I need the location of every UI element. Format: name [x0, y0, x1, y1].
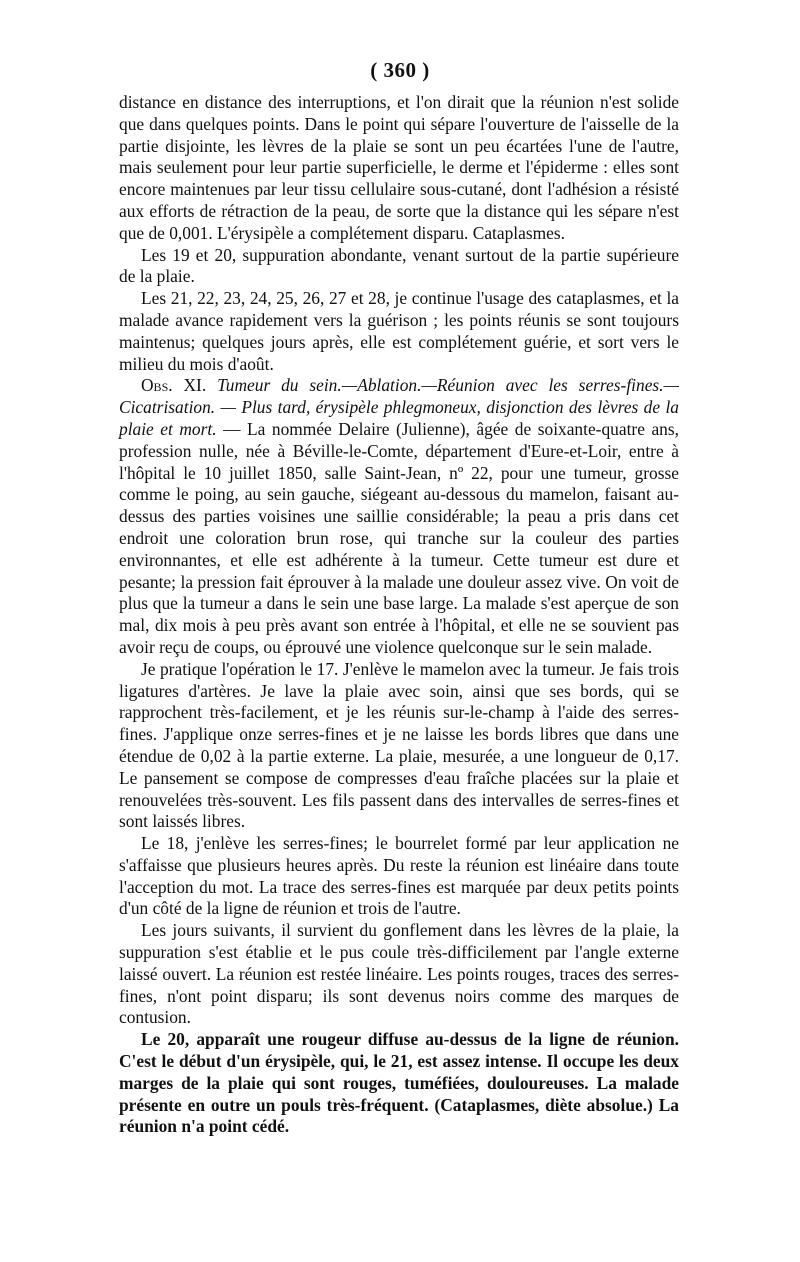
paragraph-days-19-20: Les 19 et 20, suppuration abondante, venant surtout de la partie supérieure de la plaie. [119, 244, 679, 287]
paragraph-operation: Je pratique l'opération le 17. J'enlève le mamelon avec la tumeur. Je fais trois ligatures d'artères. Je lave la plaie avec soin, ainsi que ses bords, qui se rapprochent très-facilement, et je les réunis sur-le-champ à l'aide des serres-fines. J'applique onze serres-fines et je ne laisse les bords libres que dans une étendue de 0,02 à la partie externe. La plaie, mesurée, a une longueur de 0,17. Le pansement se compose de compresses d'eau fraîche placées sur la plaie et renouvelées très-souvent. Les fils passent dans des intervalles de serres-fines et sont laissés libres. [119, 658, 679, 832]
paragraph-observation-xi [119, 375, 679, 658]
paragraph-day-20: Le 20, apparaît une rougeur diffuse au-dessus de la ligne de réunion. C'est le début d'un érysipèle, qui, le 21, est assez intense. Il occupe les deux marges de la plaie qui sont rouges, tuméfiées, douloureuses. La malade présente en outre un pouls très-fréquent. (Cataplasmes, diète absolue.) La réunion n'a point cédé. [119, 1029, 679, 1137]
observation-title: Tumeur du sein.—Ablation.—Réunion avec les serres-fines.—Cicatrisation. — Plus tard, érysipèle phlegmoneux, disjonction des lèvres de la plaie et mort. [119, 375, 679, 439]
body-text [119, 92, 679, 1138]
observation-label: Obs. XI. [141, 375, 207, 396]
observation-text: — La nommée Delaire (Julienne), âgée de soixante-quatre ans, profession nulle, née à Béville-le-Comte, département d'Eure-et-Loir, entre à l'hôpital le 10 juillet 1850, salle Saint-Jean, nº 22, pour une tumeur, grosse comme le poing, au sein gauche, siégeant au-dessous du mamelon, faisant au-dessus des parties voisines une saillie considérable; la peau a pris dans cet endroit une coloration brun rose, qui tranche sur la couleur des parties environnantes, et elle est adhérente à la tumeur. Cette tumeur est dure et pesante; la pression fait éprouver à la malade une douleur assez vive. On voit de plus que la tumeur a dans le sein une base large. La malade s'est aperçue de son mal, dix mois à peu près avant son entrée à l'hôpital, et elle ne se souvient pas avoir reçu de coups, ou éprouvé une violence quelconque sur le sein malade. [119, 418, 679, 657]
paragraph-following-days: Les jours suivants, il survient du gonflement dans les lèvres de la plaie, la suppuration s'est établie et le pus coule très-difficilement par l'angle externe laissé ouvert. La réunion est restée linéaire. Les points rouges, traces des serres-fines, n'ont point disparu; ils sont devenus noirs comme des marques de contusion. [119, 920, 679, 1028]
paragraph-continuation: distance en distance des interruptions, et l'on dirait que la réunion n'est solide que dans quelques points. Dans le point qui sépare l'ouverture de l'aisselle de la partie disjointe, les lèvres de la plaie se sont un peu écartées l'une de l'autre, mais seulement pour leur partie superficielle, le derme et l'épiderme : elles sont encore maintenues par leur tissu cellulaire sous-cutané, dont l'adhésion a résisté aux efforts de rétraction de la peau, de sorte que la distance qui les sépare n'est que de 0,001. L'érysipèle a complétement disparu. Cataplasmes. [119, 92, 679, 243]
paragraph-day-18: Le 18, j'enlève les serres-fines; le bourrelet formé par leur application ne s'affaisse que plusieurs heures après. Du reste la réunion est linéaire dans toute l'acception du mot. La trace des serres-fines est marquée par deux petits points d'un côté de la ligne de réunion et trois de l'autre. [119, 833, 679, 919]
page-number: ( 360 ) [370, 58, 430, 82]
paragraph-days-21-28: Les 21, 22, 23, 24, 25, 26, 27 et 28, je continue l'usage des cataplasmes, et la malade avance rapidement vers la guérison ; les points réunis se sont toujours maintenus; quelques jours après, elle est complétement guérie, et sort vers le milieu du mois d'août. [119, 288, 679, 374]
